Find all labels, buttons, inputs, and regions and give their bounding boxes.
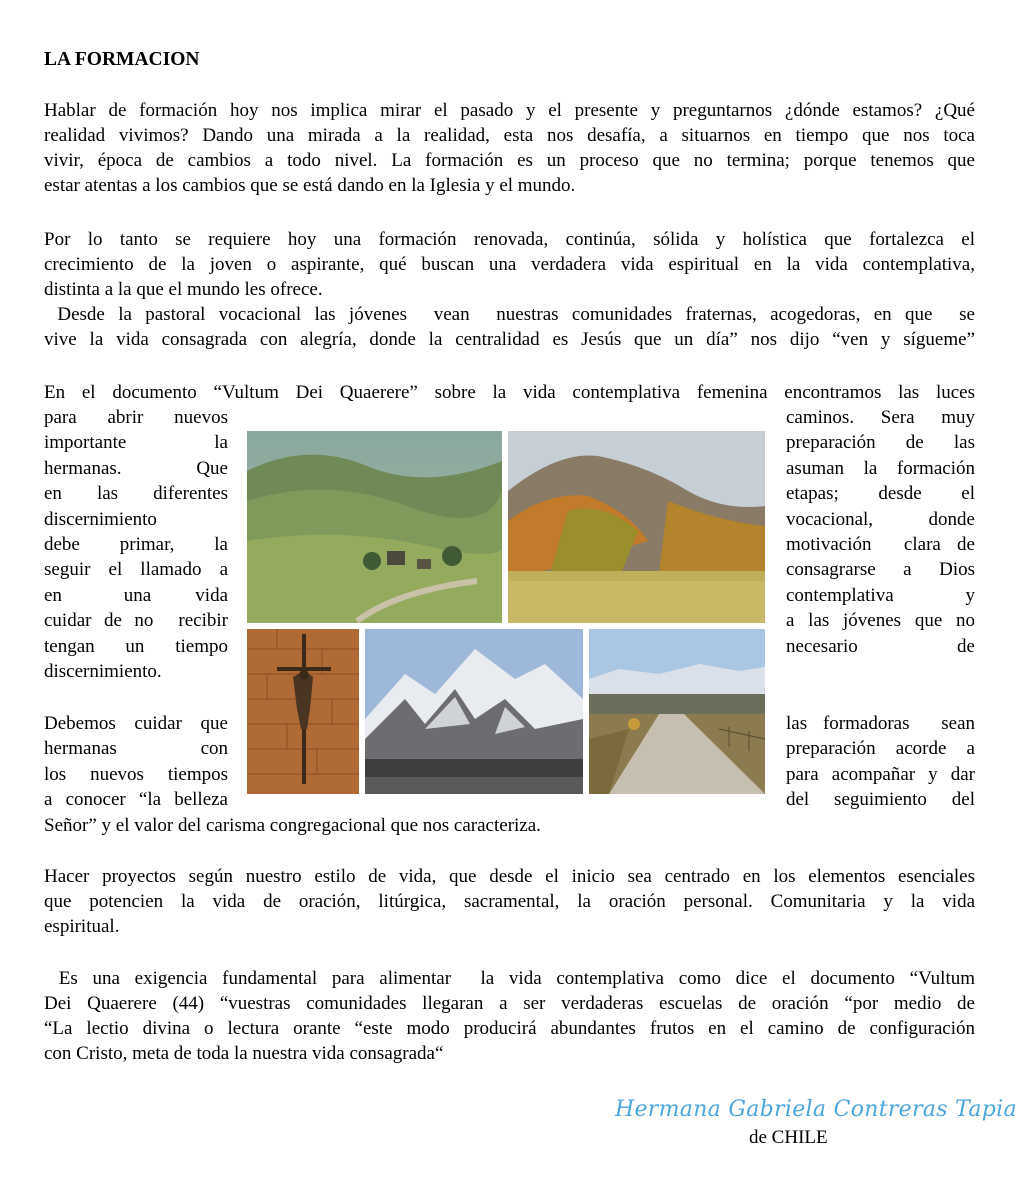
text-line: importante la	[44, 432, 228, 454]
text-line: “La lectio divina o lectura orante “este modo producirá abundantes frutos en el camino de configuración	[44, 1018, 975, 1039]
paragraph-4-left-column	[44, 711, 228, 813]
text-line: estar atentas a los cambios que se está dando en la Iglesia y el mundo.	[44, 175, 576, 196]
text-line: vive la vida consagrada con alegría, donde la centralidad es Jesús que un día” nos dijo “ven y sígueme”	[44, 329, 975, 350]
text-line: espiritual.	[44, 916, 120, 937]
text-line: realidad vivimos? Dando una mirada a la realidad, esta nos desafía, a situarnos en tiempo que nos toca	[44, 125, 975, 146]
text-line: etapas; desde el	[786, 483, 975, 505]
text-line: que potencien la vida de oración, litúrgica, sacramental, la oración personal. Comunitaria y la vida	[44, 891, 975, 912]
text-line: hermanas con	[44, 738, 228, 760]
text-line: Por lo tanto se requiere hoy una formación renovada, continúa, sólida y holística que fortalezca el	[44, 229, 975, 250]
text-line: a conocer “la belleza	[44, 789, 228, 811]
text-line: discernimiento.	[44, 660, 162, 682]
text-line: asuman la formación	[786, 457, 975, 479]
paragraph-1	[44, 98, 975, 198]
text-line: distinta a la que el mundo les ofrece.	[44, 279, 323, 300]
paragraph-3-right-column	[786, 405, 975, 659]
paragraph-4-right-column	[786, 711, 975, 813]
text-line: hermanas. Que	[44, 457, 228, 479]
paragraph-3-intro	[44, 380, 975, 405]
author-country: de CHILE	[749, 1127, 828, 1148]
text-line: para acompañar y dar	[786, 763, 975, 785]
text-line: Hablar de formación hoy nos implica mirar el pasado y el presente y preguntarnos ¿dónde estamos? ¿Qué	[44, 100, 975, 121]
text-line: caminos. Sera muy	[786, 407, 975, 428]
text-line: vocacional, donde	[786, 508, 975, 530]
photo-autumn-mountain	[508, 431, 765, 623]
text-line: Desde la pastoral vocacional las jóvenes vean nuestras comunidades fraternas, acogedoras, en que se	[44, 304, 975, 325]
text-line: a las jóvenes que no	[786, 610, 975, 632]
text-line: del seguimiento del	[786, 789, 975, 811]
text-line: Hacer proyectos según nuestro estilo de vida, que desde el inicio sea centrado en los elementos esenciales	[44, 866, 975, 887]
paragraph-4-closing	[44, 813, 975, 838]
text-line: discernimiento	[44, 508, 157, 530]
page-title: LA FORMACION	[44, 49, 200, 70]
text-line: crecimiento de la joven o aspirante, qué buscan una verdadera vida espiritual en la vida contemplativa,	[44, 254, 975, 275]
paragraph-6	[44, 966, 975, 1066]
text-line: Dei Quaerere (44) “vuestras comunidades llegaran a ser verdaderas escuelas de oración “por medio de	[44, 993, 975, 1014]
text-line: necesario de	[786, 635, 975, 657]
text-line: cuidar de no recibir	[44, 610, 228, 632]
paragraph-2	[44, 227, 975, 352]
photo-snowy-mountains	[365, 629, 583, 794]
photo-crucifix	[247, 629, 359, 794]
author-signature: Hermana Gabriela Contreras Tapia	[615, 1097, 1017, 1122]
text-line: con Cristo, meta de toda la nuestra vida consagrada“	[44, 1043, 444, 1064]
text-line: tengan un tiempo	[44, 635, 228, 657]
text-line: las formadoras sean	[786, 713, 975, 734]
text-line: consagrarse a Dios	[786, 559, 975, 581]
paragraph-3-left-column	[44, 405, 228, 684]
text-line: para abrir nuevos	[44, 407, 228, 428]
text-line: en una vida	[44, 584, 228, 606]
text-line: Señor” y el valor del carisma congregacional que nos caracteriza.	[44, 815, 541, 836]
text-line: motivación clara de	[786, 533, 975, 555]
text-line: vivir, época de cambios a todo nivel. La formación es un proceso que no termina; porque tenemos que	[44, 150, 975, 171]
text-line: contemplativa y	[786, 584, 975, 606]
text-line: En el documento “Vultum Dei Quaerere” sobre la vida contemplativa femenina encontramos las luces	[44, 382, 975, 403]
photo-green-valley	[247, 431, 502, 623]
text-line: debe primar, la	[44, 533, 228, 555]
text-line: Es una exigencia fundamental para alimentar la vida contemplativa como dice el documento “Vultum	[44, 968, 975, 989]
photo-country-road	[589, 629, 765, 794]
text-line: preparación de las	[786, 432, 975, 454]
text-line: en las diferentes	[44, 483, 228, 505]
text-line: preparación acorde a	[786, 738, 975, 760]
text-line: seguir el llamado a	[44, 559, 228, 581]
paragraph-5	[44, 864, 975, 939]
text-line: los nuevos tiempos	[44, 763, 228, 785]
text-line: Debemos cuidar que	[44, 713, 228, 734]
